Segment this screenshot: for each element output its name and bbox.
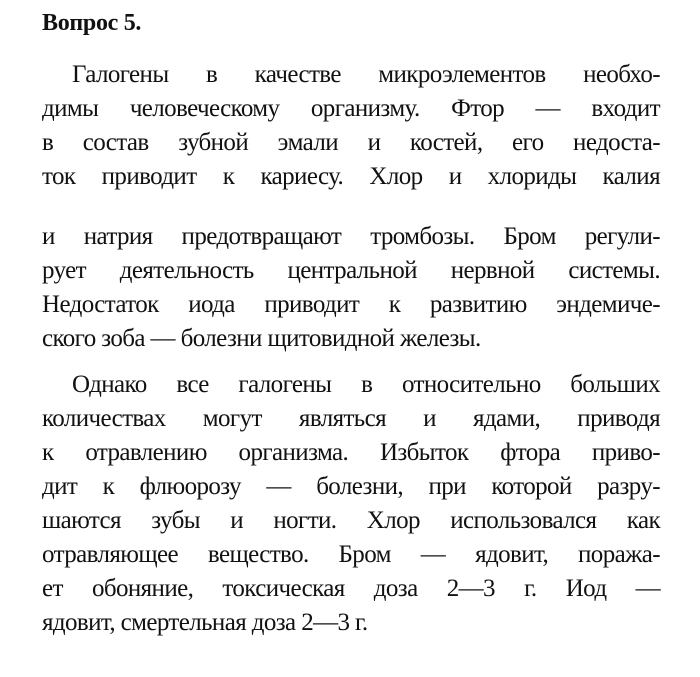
- text-line: Однако все галогены в относительно больших: [72, 371, 660, 398]
- text-line: Галогены в качестве микроэлементов необхо-: [72, 61, 660, 88]
- text-line: ет обоняние, токсическая доза 2—3 г. Иод —: [42, 575, 660, 602]
- text-line: ток приводит к кариесу. Хлор и хлориды калия: [42, 163, 660, 190]
- text-line: отравляющее вещество. Бром — ядовит, поража-: [42, 541, 660, 568]
- text-line: в состав зубной эмали и костей, его недоста-: [42, 129, 660, 156]
- text-line: дит к флюорозу — болезни, при которой разру-: [42, 473, 660, 500]
- text-line: ского зоба — болезни щитовидной железы.: [42, 325, 481, 352]
- text-line: количествах могут являться и ядами, приводя: [42, 405, 660, 432]
- text-line: и натрия предотвращают тромбозы. Бром регули-: [42, 223, 660, 250]
- question-heading: Вопрос 5.: [42, 10, 142, 36]
- text-line: к отравлению организма. Избыток фтора приво-: [42, 439, 660, 466]
- text-line: Недостаток иода приводит к развитию эндемиче-: [42, 291, 660, 318]
- text-line: димы человеческому организму. Фтор — входит: [42, 95, 660, 122]
- text-line: ядовит, смертельная доза 2—3 г.: [42, 609, 368, 636]
- text-line: рует деятельность центральной нервной системы.: [42, 257, 660, 284]
- text-line: шаются зубы и ногти. Хлор использовался как: [42, 507, 660, 534]
